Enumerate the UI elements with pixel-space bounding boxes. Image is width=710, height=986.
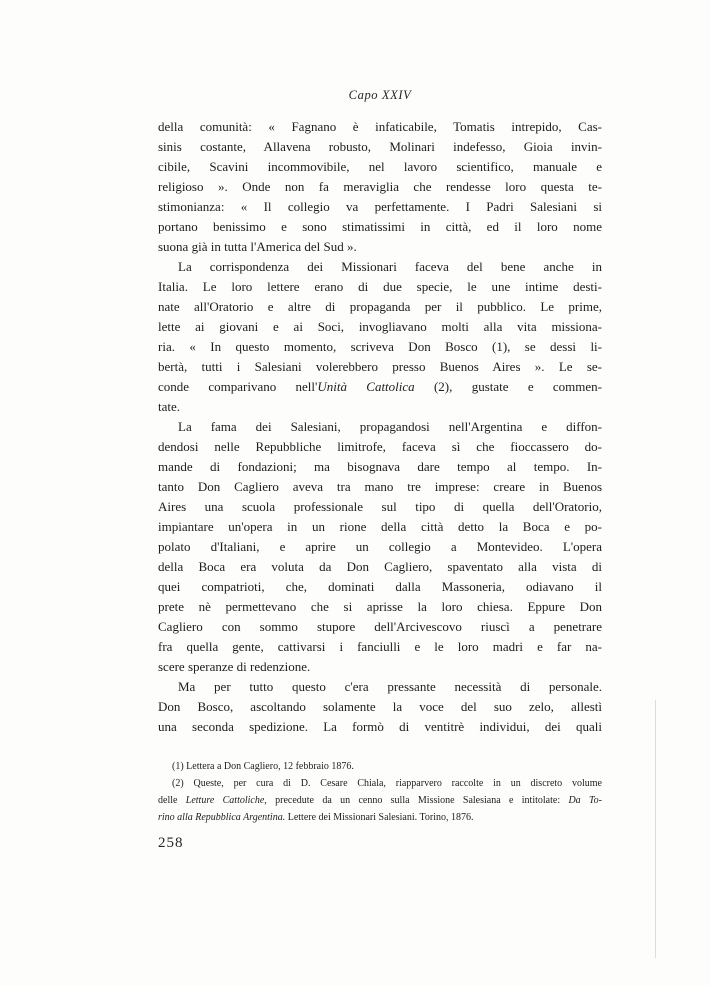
text-line: Cagliero con sommo stupore dell'Arcivescovo riuscì a penetrare bbox=[158, 619, 602, 634]
text-line: fra quella gente, cattivarsi i fanciulli e le loro madri e far na- bbox=[158, 639, 602, 654]
text-line: Ma per tutto questo c'era pressante necessità di personale. bbox=[178, 679, 602, 694]
text-line: La corrispondenza dei Missionari faceva del bene anche in bbox=[178, 259, 602, 274]
text-line: scere speranze di redenzione. bbox=[158, 659, 311, 674]
text-line: tate. bbox=[158, 399, 181, 414]
text-line: dendosi nelle Repubbliche limitrofe, faceva sì che fioccassero do- bbox=[158, 439, 602, 454]
text-line: Don Bosco, ascoltando solamente la voce del suo zelo, allestì bbox=[158, 699, 602, 714]
body-paragraph-4 bbox=[158, 677, 602, 737]
text-line: delle Letture Cattoliche, precedute da un cenno sulla Missione Salesiana e intitolate: Da To- bbox=[158, 795, 602, 806]
text-line: bertà, tutti i Salesiani volerebbero presso Buenos Aires ». Le se- bbox=[158, 359, 602, 374]
text-line: della comunità: « Fagnano è infaticabile, Tomatis intrepido, Cas- bbox=[158, 119, 602, 134]
text-line: impiantare un'opera in un rione della città detto la Boca e po- bbox=[158, 519, 602, 534]
text-line: cibile, Scavini incommovibile, nel lavoro scientifico, manuale e bbox=[158, 159, 602, 174]
body-paragraph-3 bbox=[158, 417, 602, 677]
body-paragraph-1 bbox=[158, 117, 602, 257]
text-line: suona già in tutta l'America del Sud ». bbox=[158, 239, 357, 254]
running-header: Capo XXIV bbox=[348, 88, 412, 102]
text-line: tanto Don Cagliero aveva tra mano tre imprese: creare in Buenos bbox=[158, 479, 602, 494]
text-line: La fama dei Salesiani, propagandosi nell'Argentina e diffon- bbox=[178, 419, 602, 434]
body-text bbox=[158, 117, 602, 737]
text-line: Italia. Le loro lettere erano di due specie, le une intime desti- bbox=[158, 279, 602, 294]
footnotes-section bbox=[158, 758, 602, 826]
footnote-1 bbox=[158, 758, 602, 775]
text-line: portano benissimo e sono stimatissimi in città, ed il loro nome bbox=[158, 219, 602, 234]
text-line: prete nè permettevano che si aprisse la loro chiesa. Eppure Don bbox=[158, 599, 602, 614]
text-column bbox=[158, 88, 602, 852]
text-line: (1) Lettera a Don Cagliero, 12 febbraio 1876. bbox=[172, 761, 354, 772]
text-line: (2) Queste, per cura di D. Cesare Chiala, riapparvero raccolte in un discreto volume bbox=[172, 778, 602, 789]
text-line: conde comparivano nell'Unità Cattolica (2), gustate e commen- bbox=[158, 379, 602, 394]
text-line: rino alla Repubblica Argentina. Lettere dei Missionari Salesiani. Torino, 1876. bbox=[158, 812, 474, 823]
text-line: nate all'Oratorio e altre di propaganda per il pubblico. Le prime, bbox=[158, 299, 602, 314]
text-line: polato d'Italiani, e aprire un collegio a Montevideo. L'opera bbox=[158, 539, 602, 554]
text-line: della Boca era voluta da Don Cagliero, spaventato alla vista di bbox=[158, 559, 602, 574]
body-paragraph-2 bbox=[158, 257, 602, 417]
text-line: sinis costante, Allavena robusto, Molinari indefesso, Gioia invin- bbox=[158, 139, 602, 154]
text-line: mande di fondazioni; ma bisognava dare tempo al tempo. In- bbox=[158, 459, 602, 474]
page-number: 258 bbox=[158, 835, 184, 851]
text-line: ria. « In questo momento, scriveva Don Bosco (1), se dessi li- bbox=[158, 339, 602, 354]
text-line: lette ai giovani e ai Soci, invogliavano molti alla vita missiona- bbox=[158, 319, 602, 334]
text-line: stimonianza: « Il collegio va perfettamente. I Padri Salesiani si bbox=[158, 199, 602, 214]
text-line: religioso ». Onde non fa meraviglia che rendesse loro questa te- bbox=[158, 179, 602, 194]
text-line: una seconda spedizione. La formò di ventitrè individui, dei quali bbox=[158, 719, 602, 734]
text-line: Aires una scuola professionale sul tipo di quella dell'Oratorio, bbox=[158, 499, 602, 514]
page-edge-line bbox=[655, 700, 656, 958]
footnote-2 bbox=[158, 775, 602, 826]
text-line: quei compatrioti, che, dominati dalla Massoneria, odiavano il bbox=[158, 579, 602, 594]
